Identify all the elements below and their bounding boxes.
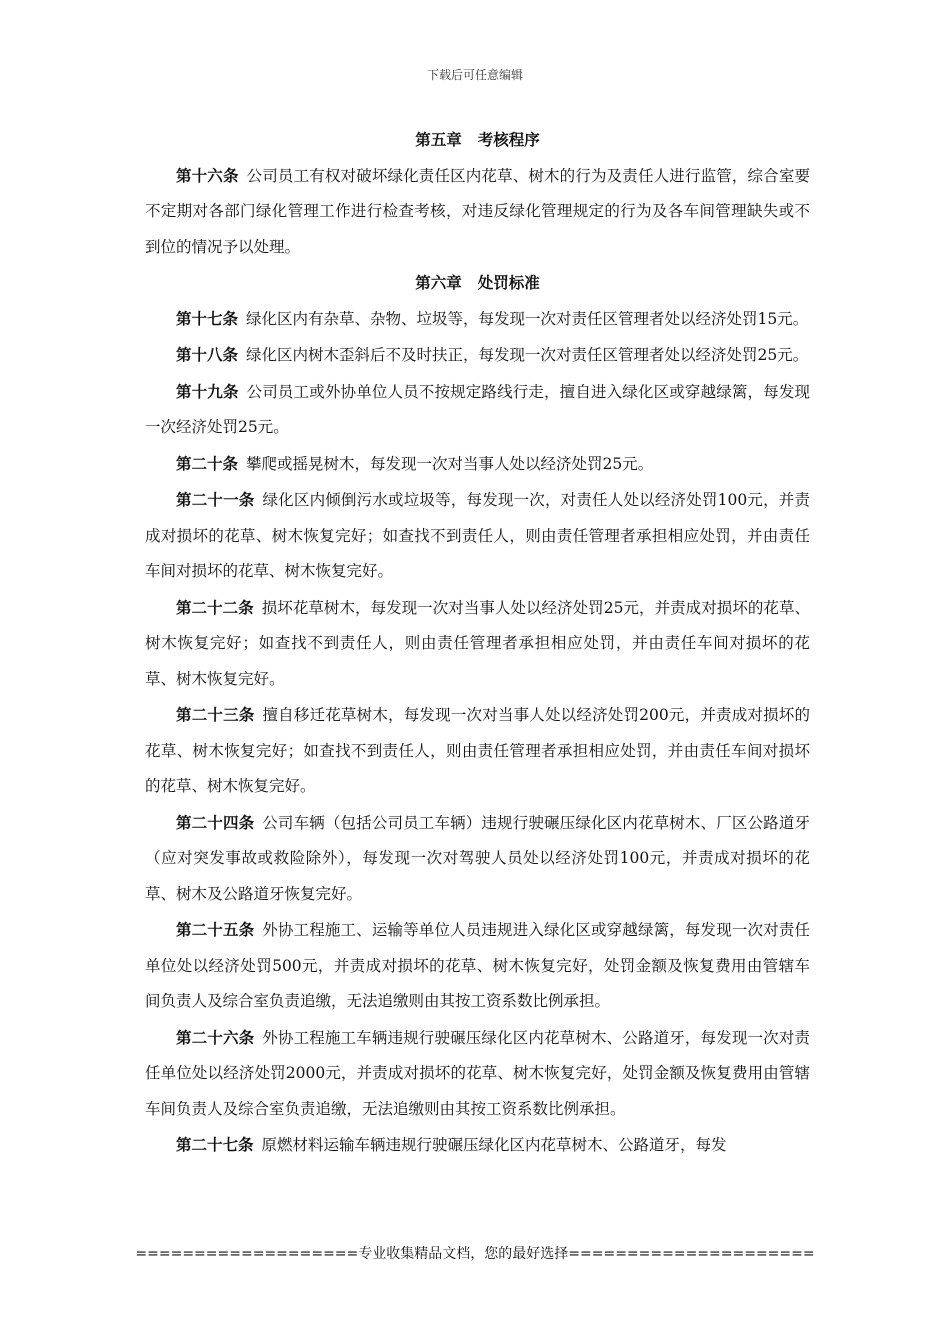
article-paragraph: [145, 158, 810, 266]
article-text: 损坏花草树木，每发现一次对当事人处以经济处罚25元，并责成对损坏的花草、树木恢复完好；如查找不到责任人，则由责任管理者承担相应处罚，并由责任车间对损坏的花草、树木恢复完好。: [145, 598, 810, 688]
article-paragraph: [145, 1020, 810, 1128]
article-paragraph: [145, 805, 810, 913]
chapter-heading: [145, 265, 810, 301]
chapter-title: 考核程序: [477, 130, 540, 149]
article-paragraph: [145, 374, 810, 446]
chapter-number: 第六章: [415, 273, 462, 292]
article-label: 第十八条: [176, 345, 239, 364]
header-note: 下载后可任意编辑: [426, 68, 523, 82]
article-label: 第十六条: [176, 165, 239, 185]
article-paragraph: [145, 697, 810, 805]
article-paragraph: [145, 446, 810, 483]
article-paragraph: [145, 912, 810, 1020]
article-text: 攀爬或摇晃树木，每发现一次对当事人处以经济处罚25元。: [246, 454, 654, 473]
article-text: 绿化区内倾倒污水或垃圾等，每发现一次，对责任人处以经济处罚100元，并责成对损坏的花草、树木恢复完好；如查找不到责任人，则由责任管理者承担相应处罚，并由责任车间对损坏的花草、树木恢复完好。: [145, 491, 810, 580]
document-body: [145, 122, 810, 1164]
article-paragraph: [145, 1127, 810, 1164]
article-label: 第二十七条: [176, 1135, 254, 1154]
article-label: 第二十一条: [176, 490, 255, 509]
article-text: 公司员工或外协单位人员不按规定路线行走，擅自进入绿化区或穿越绿篱，每发现一次经济处罚25元。: [145, 382, 810, 436]
article-label: 第二十六条: [176, 1027, 255, 1047]
footer-note: ===================专业收集精品文档，您的最好选择=====================: [135, 1246, 815, 1262]
article-label: 第十九条: [176, 381, 239, 401]
article-text: 公司车辆（包括公司员工车辆）违规行驶碾压绿化区内花草树木、厂区公路道牙（应对突发事故或救险除外），每发现一次对驾驶人员处以经济处罚100元，并责成对损坏的花草、树木及公路道牙恢复完好。: [145, 813, 810, 903]
article-label: 第二十四条: [176, 812, 255, 832]
article-text: 外协工程施工、运输等单位人员违规进入绿化区或穿越绿篱，每发现一次对责任单位处以经济处罚500元，并责成对损坏的花草、树木恢复完好，处罚金额及恢复费用由管辖车间负责人及综合室负责追缴，无法追缴则由其按工资系数比例承担。: [145, 921, 810, 1010]
article-text: 擅自移迁花草树木，每发现一次对当事人处以经济处罚200元，并责成对损坏的花草、树木恢复完好；如查找不到责任人，则由责任管理者承担相应处罚，并由责任车间对损坏的花草、树木恢复完好。: [145, 706, 810, 795]
chapter-number: 第五章: [415, 130, 462, 149]
article-paragraph: [145, 590, 810, 698]
article-label: 第二十条: [176, 453, 239, 473]
article-label: 第十七条: [176, 308, 239, 328]
article-paragraph: [145, 482, 810, 590]
chapter-title: 处罚标准: [477, 273, 540, 292]
article-label: 第二十二条: [176, 597, 254, 617]
article-text: 原燃材料运输车辆违规行驶碾压绿化区内花草树木、公路道牙，每发: [261, 1136, 727, 1154]
article-text: 公司员工有权对破坏绿化责任区内花草、树木的行为及责任人进行监管，综合室要不定期对各部门绿化管理工作进行检查考核，对违反绿化管理规定的行为及各车间管理缺失或不到位的情况予以处理。: [145, 166, 810, 256]
article-text: 外协工程施工车辆违规行驶碾压绿化区内花草树木、公路道牙，每发现一次对责任单位处以经济处罚2000元，并责成对损坏的花草、树木恢复完好，处罚金额及恢复费用由管辖车间负责人及综合室负责追缴，无法追缴则由其按工资系数比例承担。: [145, 1028, 810, 1118]
article-paragraph: [145, 301, 810, 338]
chapter-heading: [145, 122, 810, 158]
article-label: 第二十三条: [176, 705, 255, 724]
article-label: 第二十五条: [176, 920, 255, 939]
article-text: 绿化区内树木歪斜后不及时扶正，每发现一次对责任区管理者处以经济处罚25元。: [246, 346, 809, 364]
article-text: 绿化区内有杂草、杂物、垃圾等，每发现一次对责任区管理者处以经济处罚15元。: [246, 309, 809, 328]
article-paragraph: [145, 337, 810, 374]
